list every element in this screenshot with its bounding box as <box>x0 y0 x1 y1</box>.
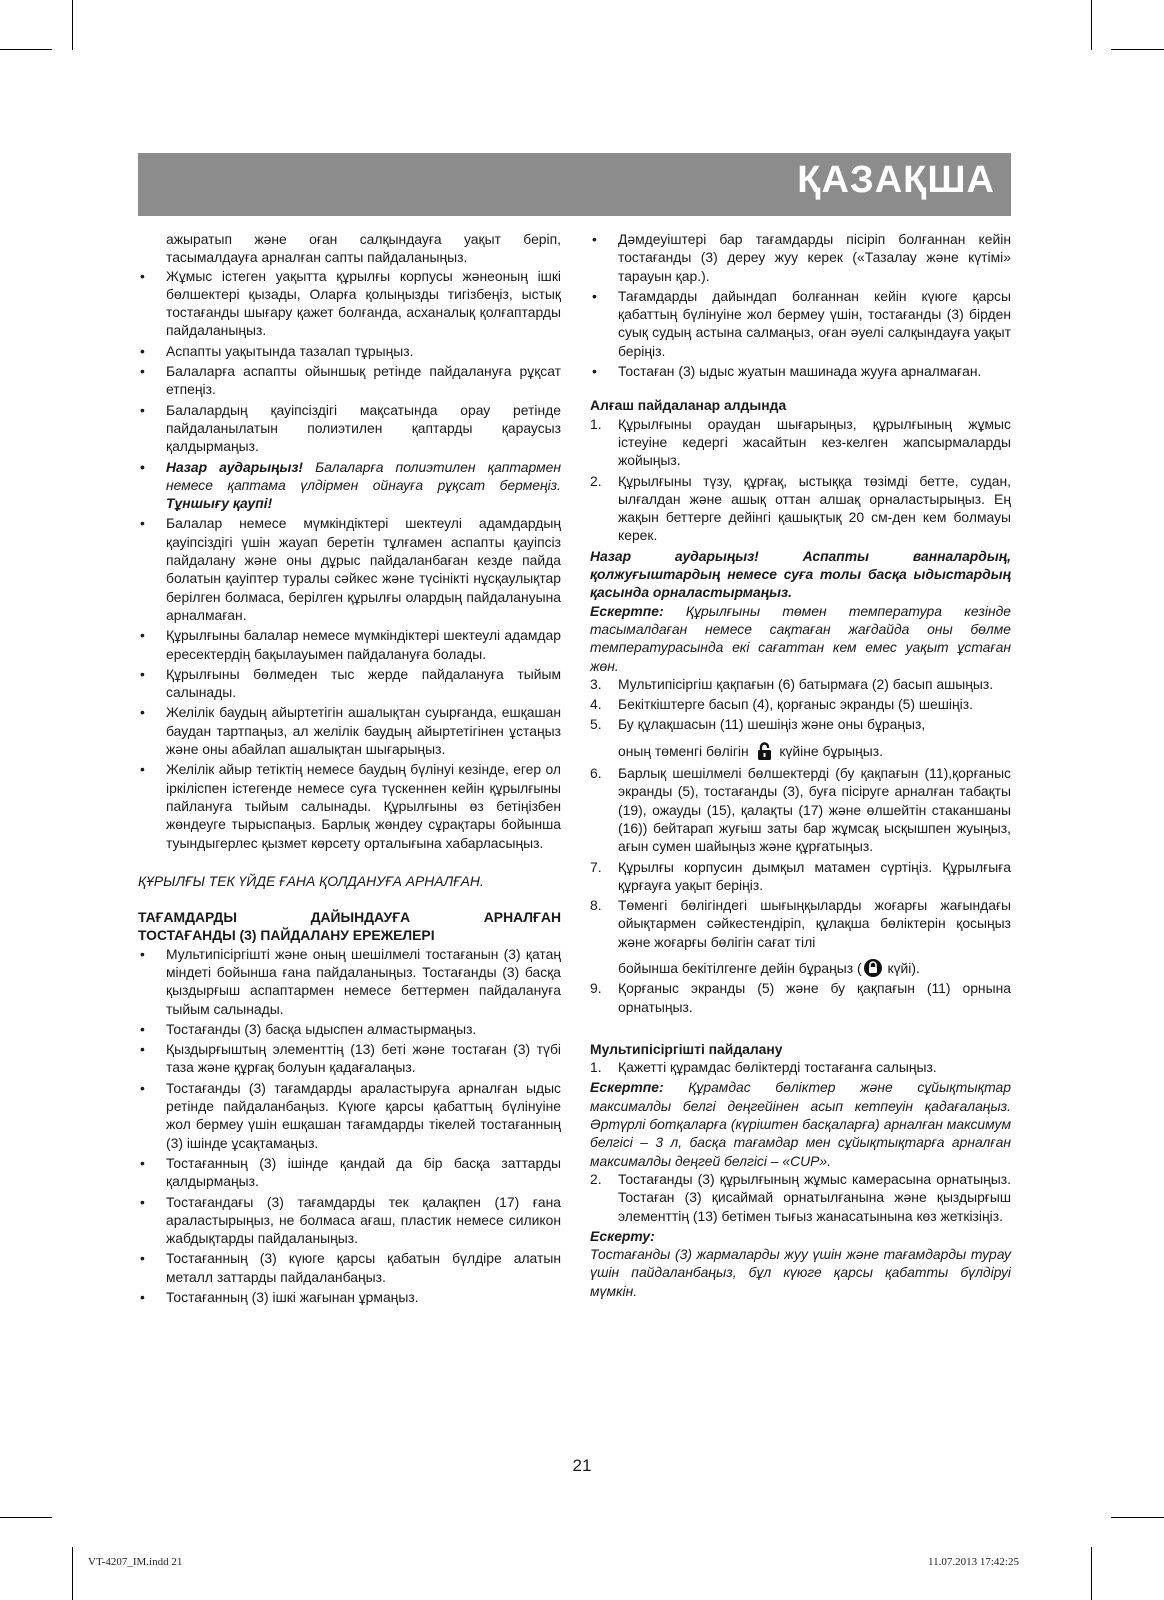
list-item: • Құрылғыны бөлмеден тыс жерде пайдалануға тыйым салынады. <box>140 665 561 701</box>
crop-mark <box>1091 0 1092 50</box>
crop-mark <box>0 49 52 50</box>
numbered-step: 5. Бу құлақшасын (11) шешіңіз және оны бұраңыз, оның төменгі бөлігін күйіне бұрыңыз. <box>590 716 926 759</box>
list-item: • Қыздырғыштың элементтің (13) беті және тостаған (3) түбі таза және құрғақ болуын қадағалаңыз. <box>140 1041 561 1076</box>
numbered-step: 2. Құрылғыны түзу, құрғақ, ыстыққа төзімді бетте, судан, ылғалдан және ашық оттан алшақ орналастырыңыз. Ең жақын беттерге дейінгі қашықтық 20 см-ден кем болмауы керек. <box>590 472 1011 544</box>
warning-item: • Назар аударыңыз! Балаларға полиэтилен қаптармен немесе қаптама үлдірмен ойнауға рұқсат бермеңіз. Тұншығу қаупі! <box>140 458 561 512</box>
numbered-step: 7. Құрылғы корпусин дымқыл матамен сүртіңіз. Құрылғыға құрғауға уақыт беріңіз. <box>590 858 1011 893</box>
numbered-step: 2. Тостағанды (3) құрылғының жұмыс камерасына орнатыңыз. Тостаған (3) қисаймай орнатылғанына және қыздырғыш элементтің (13) бетімен тығыз жанасатынына көз жеткізіңіз. <box>590 1170 1011 1224</box>
list-item: • Тостағанның (3) ішінде қандай да бір басқа заттарды қалдырмаңыз. <box>140 1154 561 1190</box>
list-item: • Тостағанның (3) ішкі жағынан ұрмаңыз. <box>140 1289 419 1306</box>
crop-mark <box>72 0 73 50</box>
language-header-band <box>138 153 1011 216</box>
right-column <box>590 230 1011 1300</box>
list-item: • Құрылғыны балалар немесе мүмкіндіктері шектеулі адамдар ересектердің бақылауымен пайдалануға болады. <box>140 627 561 662</box>
list-item: • Тостағанды (3) басқа ыдыспен алмастырмаңыз. <box>140 1020 477 1037</box>
numbered-step: 6. Барлық шешілмелі бөлшектерді (бу қақпағын (11),қорғаныс экранды (5), тостағанды (3), буға пісіруге арналған табақты (19), ожауды (15), қалақты (17) және өлшейтін стаканшаны (16)) бейтарап жуғыш заты бар жұмсақ ысқышпен жуыңыз, ағын сумен шайыңыз және құрғатыңыз. <box>590 765 1011 855</box>
list-item: • Балаларға аспапты ойыншық ретінде пайдалануға рұқсат етпеңіз. <box>140 363 561 398</box>
crop-mark <box>72 1547 73 1600</box>
list-item: • Желілік баудың айыртетігін ашалықтан суырғанда, ешқашан баудан тартпаңыз, ал желілік баудың айыртетігінен ұстаңыз және оны абайлап ашалықтан шығарыңыз. <box>140 704 561 758</box>
left-column <box>138 230 561 1308</box>
footer-timestamp: 11.07.2013 17:42:25 <box>928 1556 1019 1568</box>
list-item: • Аспапты уақытында тазалап тұрыңыз. <box>140 342 414 359</box>
note-paragraph: Ескертпе: Құрылғыны төмен температура кезінде тасымалдаған немесе сақтаған жағдайда оны бөлме температурасында екі сағаттан кем емес уақыт ұстаған жөн. <box>590 602 1011 674</box>
list-item: • Дәмдеуіштері бар тағамдарды пісіріп болғаннан кейін тостағанды (3) дереу жуу керек («Тазалау және күтімі» тарауын қар.). <box>592 231 1011 284</box>
section-heading: ТОСТАҒАНДЫ (3) ПАЙДАЛАНУ ЕРЕЖЕЛЕРІ <box>138 927 435 944</box>
list-item: • Жұмыс істеген уақытта құрылғы корпусы жәнеоның ішкі бөлшектері қызады, Оларға қолыңызды тигізбеңіз, ыстық тостағанды шығару қажет болғанда, асханалық қолғаптарды пайдаланыңыз. <box>140 267 561 339</box>
list-item: • Балалар немесе мүмкіндіктері шектеулі адамдардың қауіпсіздігі үшін жауап беретін тұлғамен аспапты қауіпсіз пайдалану және оны дұрыс пайдаланбаған кезде пайда болатын қауіптер туралы сәйкес және түсінікті нұсқаулықтар берілген болмаса, берілген құрылғы олардың пайдалануына арналмаған. <box>140 515 561 623</box>
paragraph: ажыратып және оған салқындауға уақыт беріп, тасымалдауға арналған сапты пайдаланыңыз. <box>166 231 561 266</box>
note-paragraph: Ескертпе: Құрамдас бөліктер және сұйықтықтар максималды белгі деңгейінен асып кетпеуін қадағалаңыз. Әртүрлі ботқаларға (күріштен басқаларға) арналған максимум белгісі – 3 л, басқа тағамдар мен сұйықтықтарға арналған максималды деңгей белгісі – «CUP». <box>590 1079 1011 1169</box>
list-item: • Тостағандағы (3) тағамдарды тек қалақпен (17) ғана араластырыңыз, не болмаса ағаш, пластик немесе силикон жабдықтарды пайдаланыңыз. <box>140 1193 561 1247</box>
unlocked-lock-icon <box>757 742 772 760</box>
numbered-step: 3. Мультипісіргіш қақпағын (6) батырмаға (2) басып ашыңыз. <box>590 675 994 692</box>
list-item: • Тостаған (3) ыдыс жуатын машинада жууға арналмаған. <box>592 363 982 380</box>
list-item: • Желілік айыр тетіктің немесе баудың бүлінуі кезінде, егер ол іркіліспен істегенде немесе суға түскеннен кейін құрылғыны пайлануға тыйым салынады. Құрылғыны өз бетіңізбен жөндеуге тырыспаңыз. Барлық жөндеу сұрақтары бойынша туындыгерлес қызмет көрсету орталығына хабарласыңыз. <box>140 761 561 851</box>
list-item: • Балалардың қауіпсіздігі мақсатында орау ретінде пайдаланылатын полиэтилен қаптарды қараусыз қалдырмаңыз. <box>140 401 561 455</box>
numbered-step: 1. Құрылғыны ораудан шығарыңыз, құрылғының жұмыс істеуіне кедергі жасайтын кез-келген жапсырмаларды жойыңыз. <box>590 415 1011 469</box>
caution-text: Тостағанды (3) жармаларды жуу үшін және тағамдарды турау үшін пайдаланбаңыз, бұл күюге қарсы қабатты бүлдіруі мүмкін. <box>590 1246 1011 1299</box>
list-item: • Тостағанды (3) тағамдарды араластыруға арналған ыдыс ретінде пайдаланбаңыз. Күюге қарсы қабаттың бүлінуіне жол бермеу үшін ешқашан тағамдарды тікелей тостағанның (3) ішінде ұсақтамаңыз. <box>140 1079 561 1151</box>
language-title: ҚАЗАҚША <box>797 159 995 201</box>
crop-mark <box>0 1517 52 1518</box>
numbered-step: 4. Бекіткіштерге басып (4), қорғаныс экранды (5) шешіңіз. <box>590 696 973 713</box>
section-heading: Алғаш пайдаланар алдында <box>590 397 787 414</box>
list-item: • Тағамдарды дайындап болғаннан кейін күюге қарсы қабаттың бүлінуіне жол бермеу үшін, тостағанды (3) бірден суық судың астына салмаңыз, оған әуелі салқындауға уақыт беріңіз. <box>592 287 1011 359</box>
home-use-notice: ҚҰРЫЛҒЫ ТЕК ҮЙДЕ ҒАНА ҚОЛДАНУҒА АРНАЛҒАН. <box>138 872 484 889</box>
numbered-step: 8. Төменгі бөлігіндегі шығыңқыларды жоғарғы жағындағы ойықтармен сәйкестендіріп, құлақша бөліктерін қосыңыз және жоғарғы бөлігін сағат тілі бойынша бекітілгенге дейін бұраңыз ( күйі). <box>590 897 1011 976</box>
section-heading: Мультипісіргішті пайдалану <box>590 1040 783 1057</box>
caution-label: Ескерту: <box>590 1227 655 1244</box>
list-item: • Тостағанның (3) күюге қарсы қабатын бүлдіре алатын металл заттарды пайдаланбаңыз. <box>140 1250 561 1285</box>
section-heading: ТАҒАМДАРДЫ ДАЙЫНДАУҒА АРНАЛҒАН <box>138 909 561 926</box>
footer-file: VT-4207_IM.indd 21 <box>88 1556 183 1568</box>
crop-mark <box>1111 1517 1164 1518</box>
page-number: 21 <box>572 1456 592 1475</box>
warning-paragraph: Назар аударыңыз! Аспапты ванналардың, қолжуғыштардың немесе суға толы басқа ыдыстардың қасында орналастырмаңыз. <box>590 547 1011 601</box>
numbered-step: 9. Қорғаныс экранды (5) және бу қақпағын (11) орнына орнатыңыз. <box>590 980 1011 1015</box>
crop-mark <box>1091 1547 1092 1600</box>
list-item: • Мультипісіргішті және оның шешілмелі тостағанын (3) қатаң міндеті бойынша ғана пайдаланыңыз. Тостағанды (3) басқа қыздырғыш аспаптармен немесе беттермен пайдалануға тыйым салынады. <box>140 945 561 1017</box>
numbered-step: 1. Қажетті құрамдас бөліктерді тостағанға салыңыз. <box>590 1059 937 1076</box>
locked-lock-icon <box>864 959 882 977</box>
crop-mark <box>1111 49 1164 50</box>
